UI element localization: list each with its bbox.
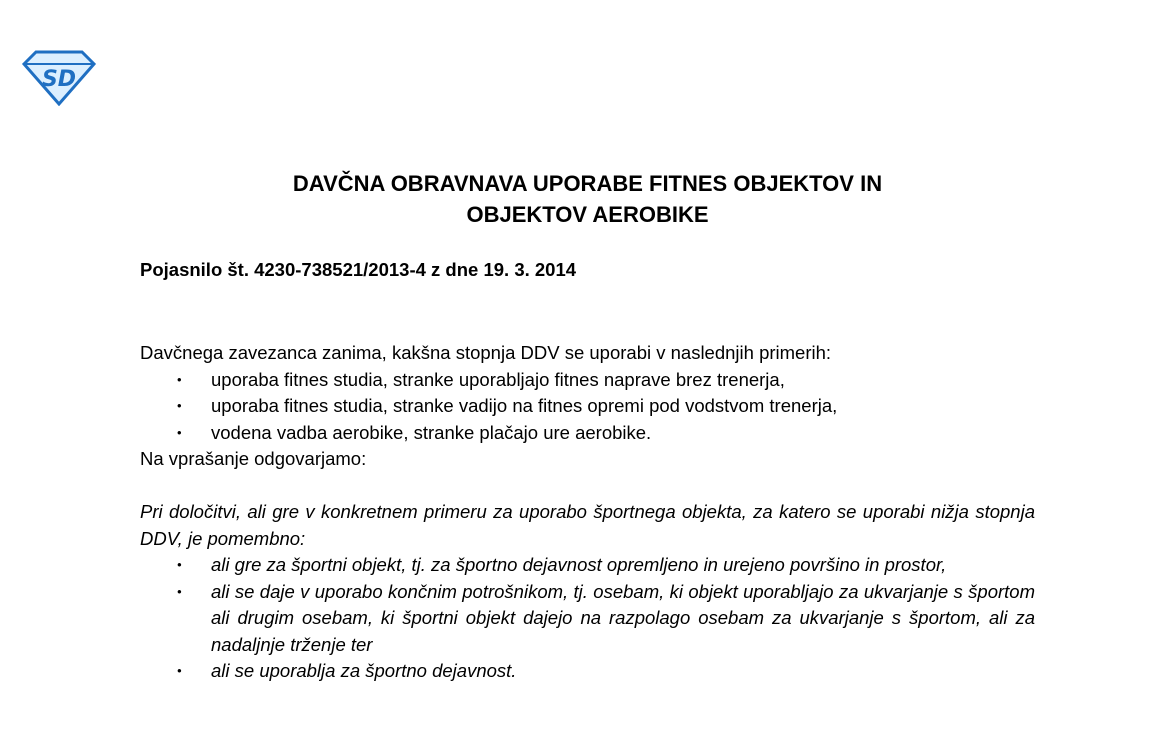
bullet-icon: • — [177, 371, 182, 387]
bullet-icon: • — [177, 557, 182, 572]
reference-line: Pojasnilo št. 4230-738521/2013-4 z dne 19. 3. 2014 — [140, 259, 577, 280]
bullet-icon: • — [177, 398, 182, 413]
criteria-text: ali se daje v uporabo končnim potrošnikom, tj. osebam, ki objekt uporabljajo za ukvarjanje s športom ali drugim osebam, ki športni objekt dajejo na razpolago osebam za ukvarjanje s športom, ali za nadaljnje trženje ter — [211, 580, 1035, 655]
answer-paragraph: Pri določitvi, ali gre v konkretnem primeru za uporabo športnega objekta, za katero se uporabi nižja stopnja DDV, je pomembno: — [140, 501, 1035, 549]
document-body — [140, 340, 1035, 685]
logo-lettering: SD — [41, 67, 77, 92]
document-title — [140, 168, 1035, 230]
title-line-2: OBJEKTOV AEROBIKE — [466, 202, 709, 227]
criteria-text: ali gre za športni objekt, tj. za športno dejavnost opremljeno in urejeno površino in prostor, — [211, 554, 947, 575]
bullet-icon: • — [177, 424, 182, 440]
question-text: uporaba fitnes studia, stranke vadijo na fitnes opremi pod vodstvom trenerja, — [211, 395, 838, 416]
bullet-icon: • — [177, 663, 182, 678]
list-item — [140, 420, 1035, 447]
list-item — [140, 552, 1035, 579]
shield-logo-icon — [22, 50, 96, 106]
question-text: vodena vadba aerobike, stranke plačajo ure aerobike. — [211, 421, 652, 443]
title-line-1: DAVČNA OBRAVNAVA UPORABE FITNES OBJEKTOV IN — [292, 171, 883, 196]
question-text: uporaba fitnes studia, stranke uporabljajo fitnes naprave brez trenerja, — [211, 368, 785, 390]
answer-intro: Na vprašanje odgovarjamo: — [140, 448, 367, 469]
list-item — [140, 367, 1035, 394]
criteria-list — [140, 552, 1035, 685]
list-item — [140, 393, 1035, 420]
logo — [22, 50, 96, 106]
intro-text: Davčnega zavezanca zanima, kakšna stopnja DDV se uporabi v naslednjih primerih: — [140, 342, 832, 363]
list-item — [140, 658, 1035, 685]
question-list — [140, 367, 1035, 447]
list-item — [140, 579, 1035, 659]
bullet-icon: • — [177, 583, 182, 599]
answer-section — [140, 499, 1035, 685]
criteria-text: ali se uporablja za športno dejavnost. — [211, 660, 517, 681]
